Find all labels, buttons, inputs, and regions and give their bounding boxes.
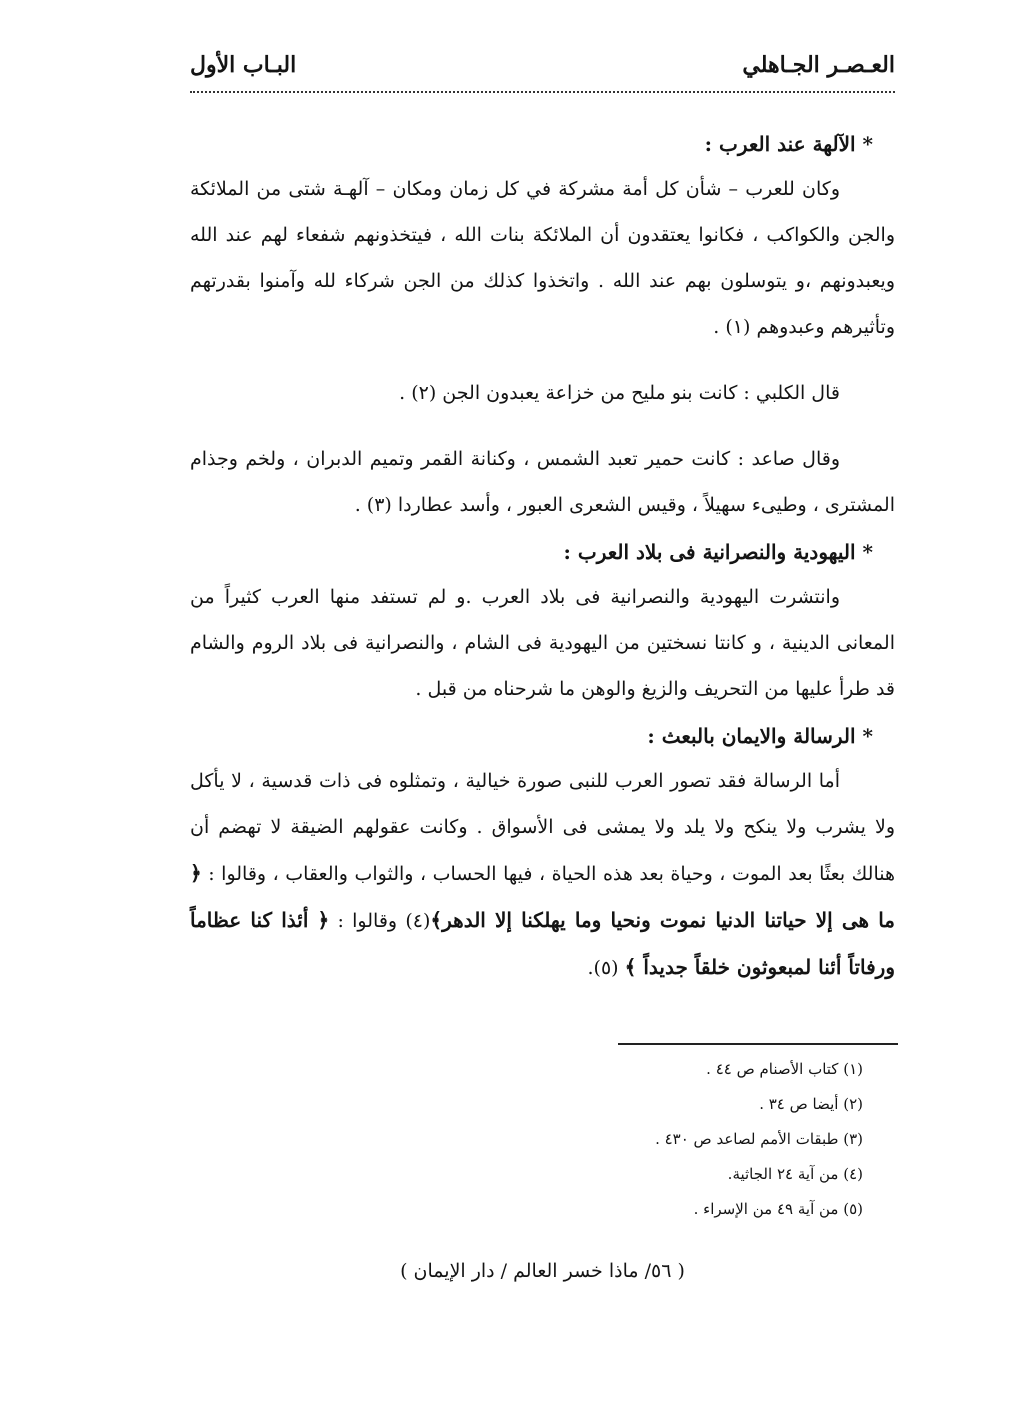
footnote-ref-5: (٥). xyxy=(587,957,619,979)
paragraph-religions: وانتشرت اليهودية والنصرانية فى بلاد العرب .و لم تستفد منها العرب كثيراً من المعانى الدينية ، و كانتا نسختين من اليهودية فى الشام ، والنصرانية فى بلاد الروم والشام قد طرأ عليها من التحريف والزيغ والوهن ما شرحناه من قبل . xyxy=(190,586,895,700)
footnote-1: (١) كتاب الأصنام ص ٤٤ . xyxy=(706,1060,863,1078)
footnote-ref-4: (٤) xyxy=(405,910,431,932)
paragraph-prophecy-text: أما الرسالة فقد تصور العرب للنبى صورة خيالية ، وتمثلوه فى ذات قدسية ، لا يأكل ولا يشرب ولا ينكح ولا يلد ولا يمشى فى الأسواق . وكانت عقولهم الضيقة لا تهضم أن هنالك بعثًا بعد الموت ، وحياة بعد هذه الحياة ، فيها الحساب ، والثواب والعقاب ، وقالوا : xyxy=(190,770,896,885)
header-dotted-rule xyxy=(190,91,895,93)
footnote-2: (٢) أيضا ص ٣٤ . xyxy=(759,1095,863,1113)
main-text xyxy=(190,122,895,991)
footnote-4: (٤) من آية ٢٤ الجاثية. xyxy=(727,1165,863,1183)
section-heading-religions: * اليهودية والنصرانية فى بلاد العرب : xyxy=(563,540,873,564)
paragraph-prophecy xyxy=(190,758,895,991)
section-heading-gods: * الآلهة عند العرب : xyxy=(704,132,873,156)
footnote-5: (٥) من آية ٤٩ من الإسراء . xyxy=(693,1200,863,1218)
chapter-title: البـاب الأول xyxy=(190,52,297,78)
quran-quote-2: ﴿ أئذا كنا عظاماً ورفاتاً أئنا لمبعوثون خلقاً جديداً ﴾ xyxy=(190,908,895,979)
quran-quote-1: ﴿ ما هى إلا حياتنا الدنيا نموت ونحيا وما يهلكنا إلا الدهر﴾ xyxy=(190,861,896,932)
section-heading-prophecy: * الرسالة والايمان بالبعث : xyxy=(647,724,873,748)
footnotes xyxy=(363,1052,863,1227)
paragraph-kalbi: قال الكلبي : كانت بنو مليح من خزاعة يعبدون الجن (٢) . xyxy=(399,382,840,404)
paragraph-gods: وكان للعرب – شأن كل أمة مشركة في كل زمان ومكان – آلهـة شتى من الملائكة والجن والكواكب ، فكانوا يعتقدون أن الملائكة بنات الله ، فيتخذونهم شفعاء لهم عند الله ويعبدونهم ،و يتوسلون بهم عند الله . واتخذوا كذلك من الجن شركاء لله وآمنوا بقدرتهم وتأثيرهم وعبدوهم (١) . xyxy=(190,178,895,338)
book-title: العـصـر الجـاهلي xyxy=(742,52,895,78)
footnote-separator xyxy=(618,1043,898,1045)
footnote-3: (٣) طبقات الأمم لصاعد ص ٤٣٠ . xyxy=(655,1130,863,1148)
page-footer: ( ٥٦/ ماذا خسر العالم / دار الإيمان ) xyxy=(400,1260,685,1282)
paragraph-prophecy-between: وقالوا : xyxy=(337,910,398,932)
running-header xyxy=(190,52,895,92)
paragraph-saed: وقال صاعد : كانت حمير تعبد الشمس ، وكنانة القمر وتميم الدبران ، ولخم وجذام المشترى ، وطيىء سهيلاً ، وقيس الشعرى العبور ، وأسد عطاردا (٣) . xyxy=(190,448,895,516)
